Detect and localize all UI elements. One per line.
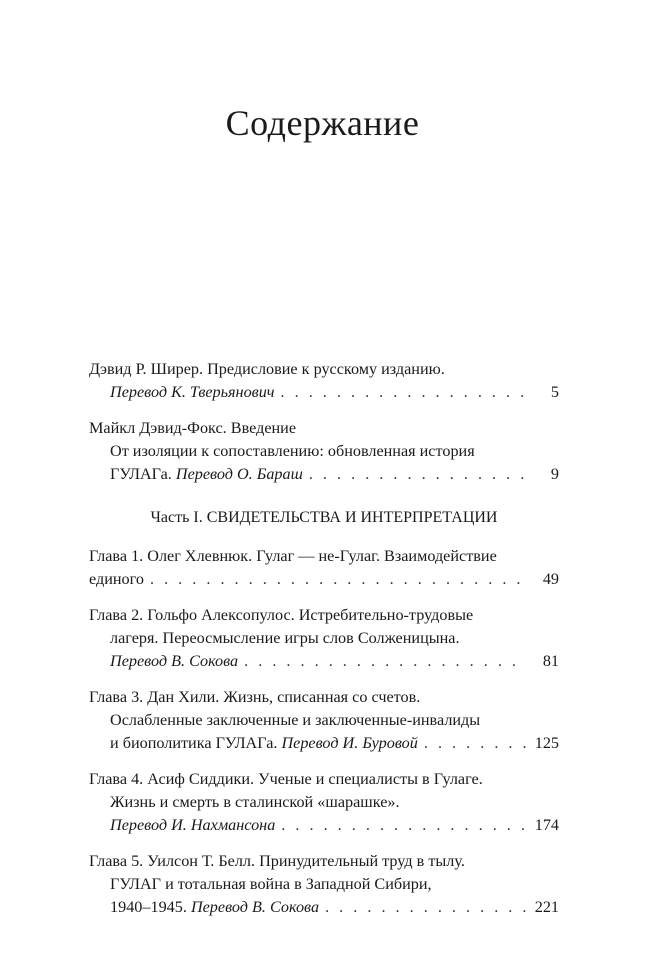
page-number: 221 [534,898,559,916]
entry-last-line [89,732,559,755]
entry-translator: Перевод И. Нахмансона [110,816,276,834]
entry-last-line [89,650,559,673]
dot-leader [325,896,527,919]
entry-last-plain: единого [89,570,144,588]
toc-entry-chapter-2[interactable] [89,604,559,673]
dot-leader [281,814,527,837]
entry-middle-line: Жизнь и смерть в сталинской «шарашке». [110,793,400,811]
dot-leader [244,650,527,673]
toc-entry-chapter-3[interactable] [89,686,559,755]
entry-last-line [89,568,559,591]
part-heading: Часть I. СВИДЕТЕЛЬСТВА И ИНТЕРПРЕТАЦИИ [150,509,498,526]
entry-translator: Перевод К. Тверьянович [110,383,275,401]
entry-last-plain: ГУЛАГа. [110,465,176,483]
entry-last-text [110,732,418,755]
entry-translator: Перевод О. Бараш [175,465,303,483]
entry-translator: Перевод В. Сокова [110,652,239,670]
dot-leader [150,568,527,591]
page-number: 125 [534,734,559,752]
page-number: 5 [550,383,559,401]
entry-middle-line: Ослабленные заключенные и заключенные-инвалиды [110,711,481,729]
entry-title-line: Глава 2. Гольфо Алексопулос. Истребительно-трудовые [89,606,474,624]
entry-last-line [89,814,559,837]
entry-last-line [89,381,559,404]
entry-title-line: Майкл Дэвид-Фокс. Введение [89,419,297,437]
entry-translator: Перевод В. Сокова [190,898,320,916]
entry-middle-line: лагеря. Переосмысление игры слов Солженицына. [110,629,460,647]
toc-entry-chapter-4[interactable] [89,768,559,837]
dot-leader [309,463,527,486]
entry-last-text [110,814,275,837]
toc-entry-introduction[interactable] [89,417,559,486]
page-number: 174 [534,816,559,834]
entry-last-text [110,896,319,919]
entry-subtitle-line: От изоляции к сопоставлению: обновленная история [110,442,475,460]
page-title: Содержание [225,103,420,143]
entry-title-line: Глава 3. Дан Хили. Жизнь, списанная со счетов. [89,688,421,706]
entry-last-plain: и биополитика ГУЛАГа. [110,734,282,752]
toc-entry-preface[interactable] [89,358,559,404]
entry-title-line: Глава 4. Асиф Сиддики. Ученые и специалисты в Гулаге. [89,770,483,788]
entry-last-text [110,381,275,404]
dot-leader [424,732,527,755]
page-number: 81 [542,652,559,670]
entry-last-text [89,568,144,591]
entry-title-line: Глава 1. Олег Хлевнюк. Гулаг — не-Гулаг. Взаимодействие [89,547,497,565]
table-of-contents [89,358,559,932]
entry-title-line: Глава 5. Уилсон Т. Белл. Принудительный труд в тылу. [89,852,465,870]
dot-leader [281,381,527,404]
page-number: 9 [550,465,559,483]
entry-last-line [89,896,559,919]
page-number: 49 [542,570,559,588]
entry-last-line [89,463,559,486]
entry-title-line: Дэвид Р. Ширер. Предисловие к русскому изданию. [89,360,445,378]
entry-translator: Перевод И. Буровой [281,734,418,752]
toc-entry-chapter-1[interactable] [89,545,559,591]
entry-middle-line: ГУЛАГ и тотальная война в Западной Сибири, [110,875,432,893]
entry-last-text [110,650,238,673]
toc-entry-chapter-5[interactable] [89,850,559,919]
entry-last-text [110,463,303,486]
entry-last-plain: 1940–1945. [110,898,191,916]
